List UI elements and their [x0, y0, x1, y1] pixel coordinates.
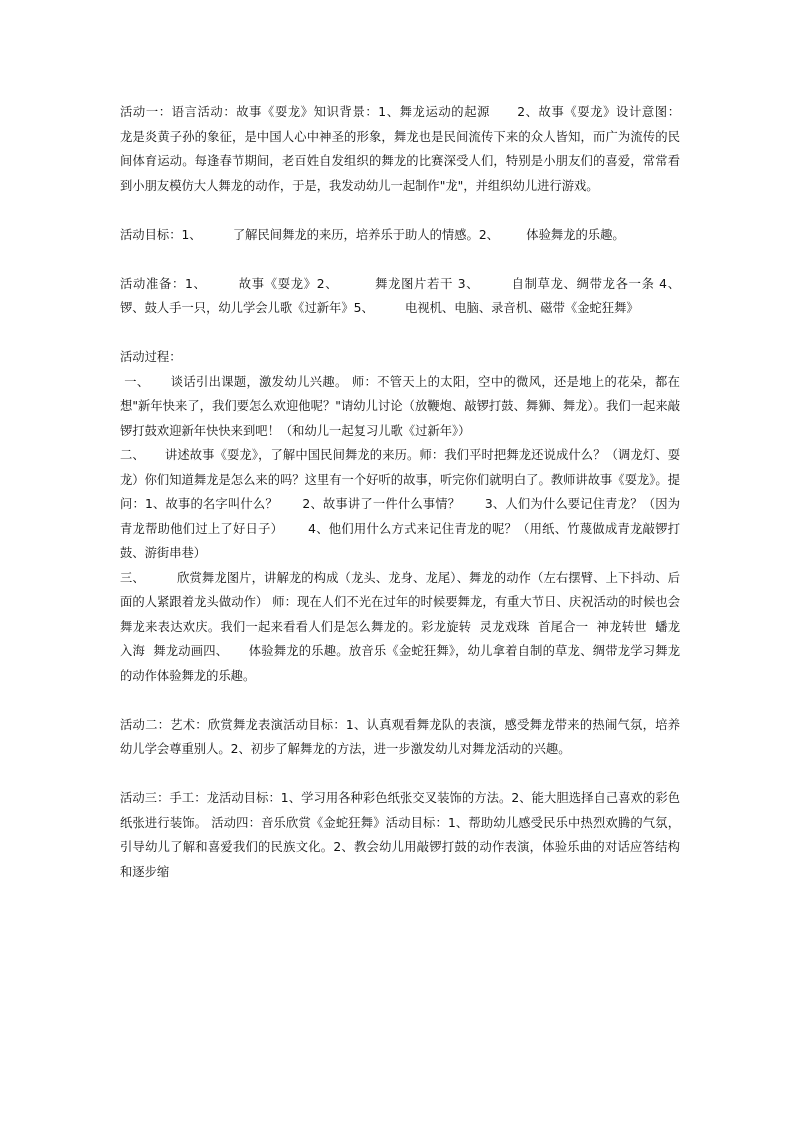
- paragraph-gap: [120, 247, 680, 272]
- activity2-paragraph: 活动二：艺术：欣赏舞龙表演活动目标：1、认真观看舞龙队的表演，感受舞龙带来的热闹气氛，培养幼儿学会尊重别人。2、初步了解舞龙的方法，进一步激发幼儿对舞龙活动的兴趣。: [120, 717, 680, 756]
- process-title: 活动过程：: [120, 350, 182, 364]
- activity1-intro-paragraph: 活动一：语言活动：故事《耍龙》知识背景：1、舞龙运动的起源 2、故事《耍龙》设计意图： 龙是炎黄子孙的象征，是中国人心中神圣的形象，舞龙也是民间流传下来的众人皆知，而广为流传的民间体育运动。每逢春节期间，老百姓自发组织的舞龙的比赛深受人们，特别是小朋友们的喜爱，常常看到小朋友模仿大人舞龙的动作，于是，我发动幼儿一起制作"龙"，并组织幼儿进行游戏。: [120, 105, 704, 193]
- paragraph-gap: [120, 321, 680, 346]
- document-page: [120, 100, 712, 884]
- process-step-1: 一、 谈话引出课题，激发幼儿兴趣。 师：不管天上的太阳，空中的微风，还是地上的花朵，都在想"新年快来了，我们要怎么欢迎他呢？"请幼儿讨论（放鞭炮、敲锣打鼓、舞狮、舞龙）。我们一起来敲锣打鼓欢迎新年快快来到吧！（和幼儿一起复习儿歌《过新年》）: [120, 374, 680, 438]
- activity3-paragraph: 活动三：手工：龙活动目标：1、学习用各种彩色纸张交叉装饰的方法。2、能大胆选择自己喜欢的彩色纸张进行装饰。 活动四：音乐欣赏《金蛇狂舞》活动目标：1、帮助幼儿感受民乐中热烈欢腾的气氛，引导幼儿了解和喜爱我们的民族文化。2、教会幼儿用敲锣打鼓的动作表演，体验乐曲的对话应答结构和逐步缩: [120, 791, 680, 879]
- paragraph-gap: [120, 198, 680, 223]
- paragraph-gap: [120, 688, 680, 713]
- process-step-3: 三、 欣赏舞龙图片，讲解龙的构成（龙头、龙身、龙尾）、舞龙的动作（左右摆臂、上下抖动、后面的人紧跟着龙头做动作） 师：现在人们不光在过年的时候要舞龙，有重大节日、庆祝活动的时候也会舞龙来表达欢庆。我们一起来看看人们是怎么舞龙的。彩龙旋转 灵龙戏珠 首尾合一 神龙转世 蟠龙入海 舞龙动画四、 体验舞龙的乐趣。放音乐《金蛇狂舞》，幼儿拿着自制的草龙、绸带龙学习舞龙的动作体验舞龙的乐趣。: [120, 570, 680, 683]
- paragraph-gap: [120, 762, 680, 787]
- objectives-paragraph: 活动目标：1、 了解民间舞龙的来历，培养乐于助人的情感。2、 体验舞龙的乐趣。: [120, 227, 625, 242]
- preparation-paragraph: 活动准备：1、 故事《耍龙》2、 舞龙图片若干 3、 自制草龙、绸带龙各一条 4、 锣、鼓人手一只，幼儿学会儿歌《过新年》5、 电视机、电脑、录音机、磁带《金蛇狂舞》: [120, 276, 712, 315]
- process-step-2: 二、 讲述故事《耍龙》，了解中国民间舞龙的来历。师：我们平时把舞龙还说成什么？（调龙灯、耍龙）你们知道舞龙是怎么来的吗？这里有一个好听的故事，听完你们就明白了。教师讲故事《耍龙》。提问：1、故事的名字叫什么？ 2、故事讲了一件什么事情？ 3、人们为什么要记住青龙？（因为青龙帮助他们过上了好日子） 4、他们用什么方式来记住青龙的呢？（用纸、竹蔑做成青龙敲锣打鼓、游街串巷）: [120, 448, 680, 560]
